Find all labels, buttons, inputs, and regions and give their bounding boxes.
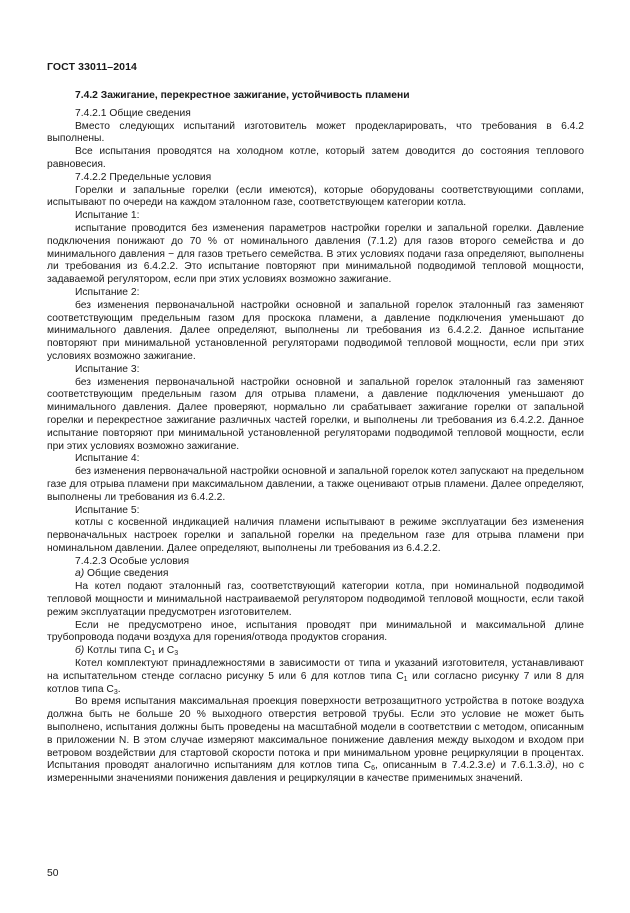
paragraph: 7.4.2.2 Предельные условия (75, 171, 212, 183)
section-heading: 7.4.2 Зажигание, перекрестное зажигание, устойчивость пламени (75, 90, 410, 101)
paragraph: без изменения первоначальной настройки основной и запальной горелок котел запускают на предельном газе для отрыва пламени при максимальном давлении, а также оценивают отрыв пламени. Далее определяют, выполнены ли требования из 6.4.2.2. (47, 466, 584, 503)
paragraph: котлы с косвенной индикацией наличия пламени испытывают в режиме эксплуатации без изменения первоначальных настроек горелки и запальной горелки на предельном газе для отрыва пламени при номинальном давлении. Далее определяют, выполнены ли требования из 6.4.2.2. (47, 517, 584, 554)
paragraph: без изменения первоначальной настройки основной и запальной горелок эталонный газ заменяют соответствующим предельным газом для отрыва пламени, а давление подключения уменьшают до минимального давления. Далее проверяют, нормально ли срабатывает зажигание горелки от запальной горелки и перекрестное зажигание различных частей горелки, и выполнены ли требования из 6.4.2.2. Данное испытание повторяют при минимальной установленной регуляторами подводимой тепловой мощности, если при этих условиях возможно зажигание. (47, 376, 584, 452)
paragraph: Испытание 4: (75, 453, 140, 465)
paragraph: Во время испытания максимальная проекция поверхности ветрозащитного устройства в потоке воздуха должна быть не больше 20 % выходного отверстия ветровой трубы. Если это условие не может быть выполнено, испытания должны быть проведены на масштабной модели в соответствии с методом, описанным в приложении N. В этом случае измеряют максимальное понижение давления между выходом и входом при ветровом воздействии для стартовой скорости потока и при минимальном уровне рециркуляции в процентах. Испытания проводят аналогично испытаниям для котлов типа $C_6$, описанным в 7.4.2.3.е) и 7.6.1.3.д), но с измеренными значениями понижения давления и рециркуляции в качестве применимых значений. (47, 696, 584, 785)
paragraph: без изменения первоначальной настройки основной и запальной горелок эталонный газ заменяют соответствующим предельным газом для проскока пламени, а давление подключения уменьшают до минимального давления. Далее определяют, выполнены ли требования из 6.4.2.2. Данное испытание повторяют при минимальной установленной регуляторами подводимой тепловой мощности, если при этих условиях возможно зажигание. (47, 299, 584, 362)
paragraph: Испытание 1: (75, 210, 140, 222)
paragraph: Все испытания проводятся на холодном котле, который затем доводится до состояния теплового равновесия. (47, 146, 584, 170)
paragraph: Испытание 2: (75, 286, 140, 298)
document-body (47, 90, 584, 786)
paragraph: Котел комплектуют принадлежностями в зависимости от типа и указаний изготовителя, устанавливают на испытательном стенде согласно рисунку 5 или 6 для котлов типа $C_1$ или согласно рисунку 7 или 8 для котлов типа $C_3$. (47, 658, 584, 696)
page-number: 50 (47, 868, 59, 879)
paragraph: Испытание 5: (75, 504, 140, 516)
paragraph: Вместо следующих испытаний изготовитель может продекларировать, что требования в 6.4.2 выполнены. (47, 120, 584, 145)
document-header: ГОСТ 33011–2014 (47, 61, 137, 73)
paragraph: 7.4.2.1 Общие сведения (75, 107, 191, 119)
paragraph: б) Котлы типа $C_1$ и $C_3$ (75, 645, 179, 658)
paragraph: Испытание 3: (75, 363, 140, 375)
paragraph: испытание проводится без изменения параметров настройки горелки и запальной горелки. Давление подключения понижают до 70 % от номинального давления (7.1.2) для газов второго семейства и до минимального давления − для газов третьего семейства. В этих условиях подачи газа определяют, выполнены ли требования из 6.4.2.2. Это испытание повторяют при минимальной подводимой тепловой мощности, задаваемой регулятором, если при этих условиях возможно зажигание. (47, 222, 584, 286)
paragraph: На котел подают эталонный газ, соответствующий категории котла, при номинальной подводимой тепловой мощности и минимальной настраиваемой регулятором подводимой тепловой мощности, если такой режим эксплуатации предусмотрен изготовителем. (47, 581, 584, 618)
paragraph: Горелки и запальные горелки (если имеются), которые оборудованы соответствующими соплами, испытывают по очереди на каждом эталонном газе, соответствующем категории котла. (47, 184, 584, 209)
paragraph: а) Общие сведения (75, 568, 169, 580)
paragraph: Если не предусмотрено иное, испытания проводят при минимальной и максимальной длине трубопровода подачи воздуха для горения/отвода продуктов сгорания. (47, 619, 584, 644)
paragraph: 7.4.2.3 Особые условия (75, 555, 190, 567)
